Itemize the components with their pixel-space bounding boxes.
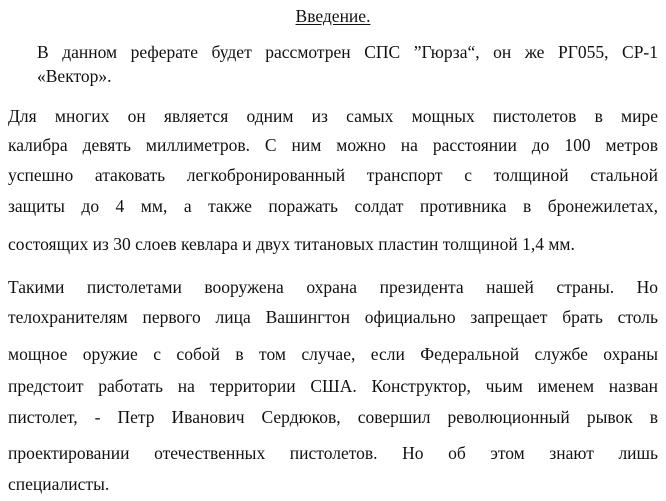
paragraph-3-line-6: проектировании отечественных пистолетов. Но об этом знают лишь [8, 443, 658, 463]
paragraph-1-line-1: В данном реферате будет рассмотрен СПС ”Гюрза“, он же РГ055, СР-1 [37, 42, 658, 62]
paragraph-3-line-7: специалисты. [8, 474, 110, 494]
paragraph-2-line-3: успешно атаковать легкобронированный транспорт с толщиной стальной [8, 165, 658, 185]
paragraph-2-line-1: Для многих он является одним из самых мощных пистолетов в мире [8, 106, 658, 126]
paragraph-3-line-2: телохранителям первого лица Вашингтон официально запрещает брать столь [8, 307, 658, 327]
document-title: Введение. [295, 6, 371, 26]
paragraph-3-line-3: мощное оружие с собой в том случае, если Федеральной службе охраны [8, 344, 658, 364]
paragraph-3-line-5: пистолет, - Петр Иванович Сердюков, совершил революционный рывок в [8, 407, 658, 427]
paragraph-3-line-1: Такими пистолетами вооружена охрана президента нашей страны. Но [8, 277, 658, 297]
paragraph-3-line-4: предстоит работать на территории США. Конструктор, чьим именем назван [8, 376, 658, 396]
paragraph-1-line-2: «Вектор». [37, 66, 112, 86]
paragraph-2-line-2: калибра девять миллиметров. С ним можно на расстоянии до 100 метров [8, 135, 658, 155]
paragraph-2-line-4: защиты до 4 мм, а также поражать солдат противника в бронежилетах, [8, 196, 658, 216]
paragraph-2-line-5: состоящих из 30 слоев кевлара и двух титановых пластин толщиной 1,4 мм. [8, 234, 575, 254]
